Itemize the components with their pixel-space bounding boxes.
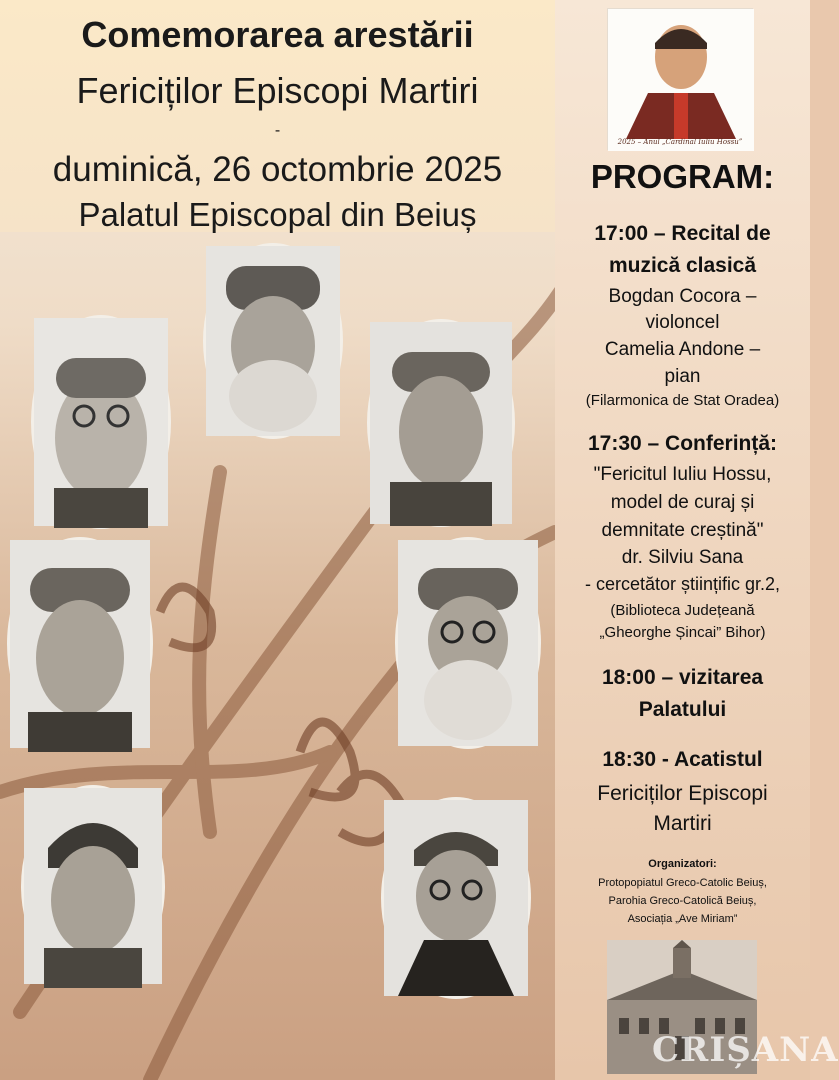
event-3-title-line1: 18:00 – vizitarea [601,666,764,689]
bishop-portrait-3 [370,322,512,524]
program-heading: PROGRAM: [590,158,775,195]
event-2-note: „Gheorghe Șincai” Bihor) [599,624,766,641]
bishop-portrait-7 [384,800,528,996]
organizer-line: Asociația „Ave Miriam” [627,913,738,925]
event-1-note: (Filarmonica de Stat Oradea) [585,392,780,409]
organizer-line: Parohia Greco-Catolică Beiuș, [608,895,757,907]
event-1-detail: Bogdan Cocora – [608,286,757,307]
event-4-title: 18:30 - Acatistul [602,748,763,771]
bishop-portrait-5 [398,540,538,746]
crisana-watermark: CRIȘANA [652,1030,839,1070]
title-line-2: Fericiților Episcopi Martiri [76,70,479,111]
program-column [555,0,810,1080]
bishop-portrait-4 [10,540,150,748]
event-1-detail: pian [664,366,701,387]
cardinal-hossu-portrait [607,8,753,150]
event-1-detail: Camelia Andone – [604,339,761,360]
event-4-detail: Martiri [653,812,712,835]
event-2-title: 17:30 – Conferință: [587,432,778,455]
event-2-detail: demnitate creștină" [601,520,764,541]
place-line: Palatul Episcopal din Beiuș [78,196,477,233]
cardinal-image [608,9,754,151]
bishop-portrait-2 [206,246,340,436]
event-1-detail: violoncel [645,312,720,333]
event-1-title-line2: muzică clasică [608,254,757,277]
event-2-detail: dr. Silviu Sana [621,547,744,568]
cardinal-caption: 2025 – Anul „Cardinal Iuliu Hossu” [617,138,743,146]
organizers-heading: Organizatori: [648,858,717,870]
title-banner [0,0,555,232]
title-separator: - [274,122,281,139]
event-2-detail: "Fericitul Iuliu Hossu, [593,464,772,485]
title-line-1: Comemorarea arestării [81,14,474,55]
date-line: duminică, 26 octombrie 2025 [52,150,503,189]
event-3-title-line2: Palatului [638,698,727,721]
organizer-line: Protopopiatul Greco-Catolic Beiuș, [598,877,767,889]
bishop-portrait-6 [24,788,162,984]
event-2-detail: - cercetător științific gr.2, [584,574,781,594]
event-1-title-line1: 17:00 – Recital de [594,222,771,245]
event-2-detail: model de curaj și [610,492,755,513]
event-4-detail: Fericiților Episcopi [597,782,768,805]
event-2-note: (Biblioteca Județeană [610,602,755,619]
bishop-portrait-1 [34,318,168,526]
